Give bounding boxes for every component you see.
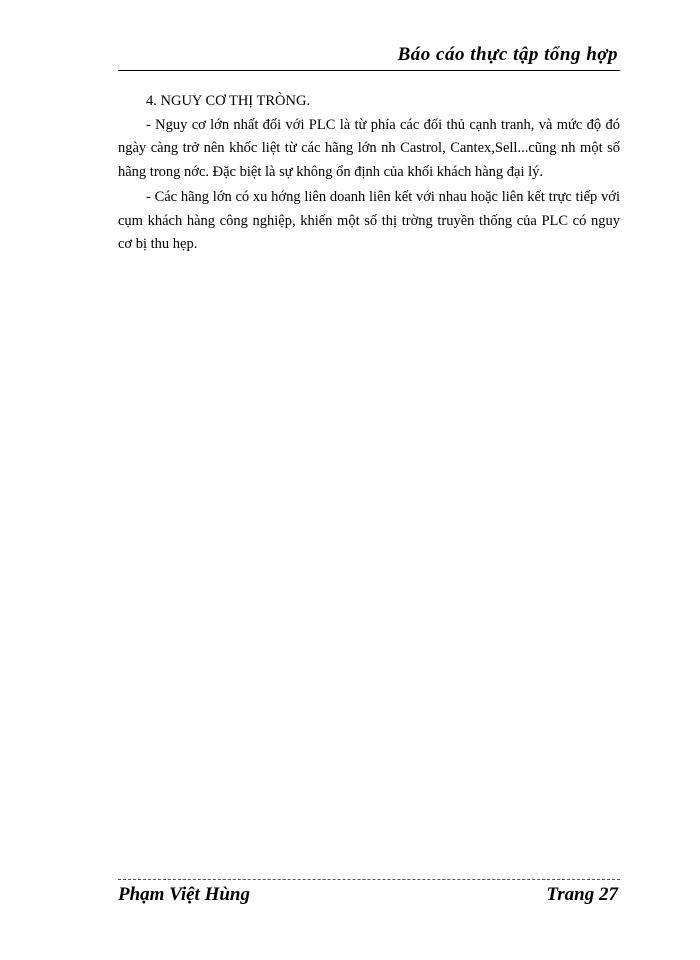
paragraph-1: - Nguy cơ lớn nhất đối với PLC là từ phía các đối thủ cạnh tranh, và mức độ đó ngày càng trở nên khốc liệt từ các hãng lớn nh Castrol, Cantex,Sell...cũng nh một số hãng trong nớc. Đặc biệt là sự không ổn định của khối khách hàng đại lý. <box>118 116 620 180</box>
footer-rule <box>118 879 620 880</box>
paragraph-2: - Các hãng lớn có xu hớng liên doanh liên kết với nhau hoặc liên kết trực tiếp với cụm khách hàng công nghiệp, khiến một số thị trờng truyền thống của PLC có nguy cơ bị thu hẹp. <box>118 189 620 252</box>
header-rule <box>118 70 620 71</box>
footer-author: Phạm Việt Hùng <box>118 884 250 905</box>
section-heading: 4. NGUY CƠ THỊ TRÒNG. <box>146 93 311 109</box>
header-title: Báo cáo thực tập tổng hợp <box>397 44 618 65</box>
footer-page-number: Trang 27 <box>546 884 618 905</box>
document-body <box>118 90 620 257</box>
